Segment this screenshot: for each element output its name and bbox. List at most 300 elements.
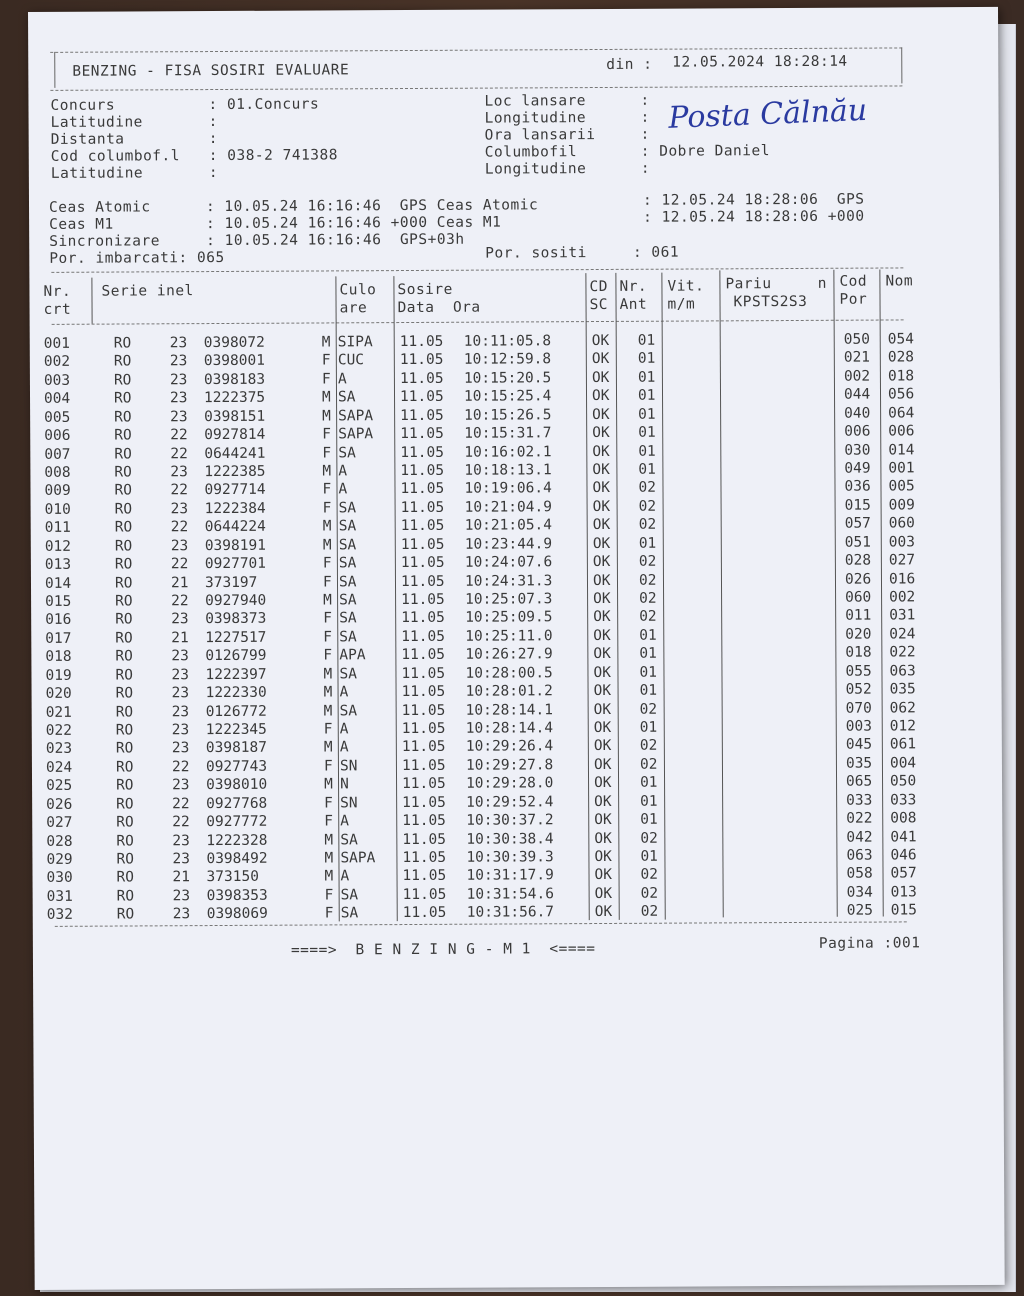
table-cell: 23 [169,372,188,389]
table-cell: 10:16:02.1 [464,443,552,461]
table-cell: M [322,408,331,425]
table-cell: 10:24:31.3 [464,572,553,590]
table-cell: 0927814 [204,426,266,444]
table-cell: 009 [44,483,71,500]
table-cell: M [323,703,333,720]
table-cell: A [338,481,348,498]
table-cell: 02 [639,590,657,607]
table-cell: 003 [845,718,872,735]
table-cell: CUC [337,352,365,369]
table-cell: 0927772 [206,813,268,831]
table-cell: 061 [889,736,917,753]
table-cell: F [321,371,331,388]
table-cell: 11.05 [401,628,445,645]
table-cell: 022 [889,644,916,661]
table-cell: OK [593,683,612,700]
table-cell: 02 [638,572,657,589]
table-cell: 031 [46,888,73,905]
table-cell: 11.05 [400,407,444,424]
table-cell: 0398492 [206,850,268,868]
table-cell: 22 [170,427,188,444]
table-cell: 024 [889,626,916,643]
table-cell: 23 [171,685,190,702]
table-cell: 1222328 [206,832,268,849]
table-cell: OK [591,369,610,386]
table-cell: OK [591,351,610,368]
table-cell: 11.05 [400,573,445,590]
table-cell: 10:30:37.2 [466,812,554,829]
table-cell: RO [114,409,132,426]
table-cell: 016 [45,612,72,629]
info-value: : [208,131,218,148]
table-cell: 034 [846,884,873,901]
table-cell: M [323,666,333,683]
table-cell: 022 [846,810,873,827]
table-cell: 0398072 [203,334,265,352]
table-cell: 006 [888,423,915,440]
table-cell: F [322,426,331,443]
col-nom: Nom [885,273,914,290]
table-cell: APA [339,647,366,664]
table-cell: 0398010 [206,777,268,794]
col-sosire: Sosire [397,281,453,299]
table-cell: 11.05 [400,518,445,535]
table-cell: 02 [640,904,659,921]
table-cell: 11.05 [399,352,444,369]
table-cell: 058 [846,866,873,883]
table-cell: 01 [637,388,656,405]
table-cell: 060 [845,589,872,606]
table-cell: 1222397 [205,666,267,683]
table-cell: M [321,334,331,351]
table-cell: 032 [46,907,73,924]
col-nr: Nr. [43,283,72,300]
table-cell: 1222330 [205,684,267,702]
table-cell: 10:29:27.8 [465,757,554,774]
table-cell: 030 [46,870,73,887]
table-cell: 10:25:07.3 [465,591,553,608]
table-cell: 11.05 [400,499,445,516]
col-divider [833,270,837,917]
table-cell: SA [338,573,357,590]
table-cell: SA [338,555,357,572]
table-cell: F [324,813,334,830]
info-value: : 038-2 741388 [208,147,339,165]
table-cell: 1222345 [205,721,267,739]
table-cell: 026 [46,796,73,813]
table-cell: SA [338,500,357,517]
handwritten-release-location: Posta Călnău [667,92,868,136]
table-cell: 041 [890,828,917,846]
table-cell: A [339,684,349,701]
table-cell: M [324,776,333,793]
table-cell: 373150 [206,869,259,886]
table-cell: OK [594,904,613,921]
table-cell: 10:29:52.4 [466,794,554,811]
col-divider [615,273,619,920]
table-cell: 002 [889,589,916,606]
table-cell: 065 [846,773,873,791]
table-cell: F [323,758,333,775]
table-cell: 021 [843,350,871,367]
table-cell: 22 [171,593,189,610]
info-label: Longitudine [484,110,587,127]
table-cell: OK [593,756,612,773]
table-cell: OK [593,609,611,626]
table-cell: 010 [44,501,71,518]
table-cell: 062 [889,699,916,717]
table-cell: 02 [639,756,658,773]
info-value: : Dobre Daniel [640,143,770,160]
table-cell: 11.05 [402,905,447,922]
table-cell: 004 [43,391,71,408]
table-cell: SA [340,905,359,922]
table-cell: 11.05 [401,591,445,609]
table-cell: RO [116,796,134,813]
table-cell: 002 [43,354,71,371]
table-cell: 057 [890,865,917,882]
table-cell: 028 [887,349,915,366]
table-cell: 0398187 [205,740,268,757]
table-cell: 02 [638,517,657,534]
table-cell: 02 [640,830,658,847]
table-cell: 0927714 [204,482,266,499]
table-cell: 1222384 [204,500,266,517]
table-cell: RO [116,833,134,850]
table-cell: 051 [844,534,872,551]
table-cell: 01 [637,369,656,386]
col-culo: Culo [339,282,377,299]
info-value: : [640,126,650,143]
table-cell: 10:15:25.4 [463,388,552,406]
table-cell: 025 [846,902,873,920]
table-cell: 013 [890,884,917,901]
table-cell: 10:30:38.4 [466,830,554,848]
col-serie: Serie inel [101,283,194,300]
table-cell: 23 [169,335,188,352]
table-cell: 10:25:11.0 [465,628,553,645]
table-cell: 21 [170,574,189,591]
table-cell: 10:15:31.7 [464,425,552,442]
table-cell: RO [114,427,132,444]
table-cell: RO [116,888,135,905]
info-label: Distanta [50,131,125,148]
table-cell: 23 [169,390,188,407]
table-cell: RO [115,648,133,665]
col-pariu: Pariu n [725,275,828,293]
col-divider [879,270,883,917]
col-por: Por [839,291,868,308]
table-cell: 01 [638,424,656,441]
table-cell: 11.05 [401,610,445,627]
table-cell: 11.05 [400,425,444,443]
table-cell: SAPA [338,407,374,425]
table-cell: 11.05 [399,333,444,351]
table-cell: 22 [170,556,189,573]
info-label: Loc lansare [484,93,587,110]
table-cell: OK [594,848,612,866]
table-cell: 045 [845,737,873,754]
table-cell: 023 [45,741,73,758]
table-cell: 030 [844,442,871,459]
table-cell: RO [114,446,132,463]
table-cell: 01 [639,664,657,681]
table-cell: 006 [844,423,871,440]
table-cell: 015 [890,902,917,919]
page-number: Pagina :001 [818,935,921,952]
table-cell: 01 [639,682,658,699]
table-cell: 050 [843,331,870,348]
table-cell: M [322,537,332,554]
table-cell: A [338,463,348,480]
table-cell: OK [592,461,610,479]
birds-shipped: Por. imbarcati: 065 [49,249,225,267]
table-cell: 10:30:39.3 [466,849,554,866]
table-cell: SA [339,666,357,683]
table-cell: F [321,352,331,369]
table-cell: 11.05 [400,444,445,461]
table-cell: 11.05 [402,794,446,811]
table-cell: 0398001 [203,353,265,370]
table-cell: OK [592,480,611,497]
table-cell: OK [592,498,611,515]
table-cell: 054 [887,331,914,348]
col-data-ora: Data Ora [397,299,481,317]
table-cell: 02 [639,738,658,755]
table-cell: 23 [172,832,190,849]
table-cell: 008 [44,464,71,481]
table-cell: RO [116,777,134,794]
table-cell: 024 [45,759,73,776]
table-cell: 026 [844,571,872,588]
table-cell: RO [114,556,133,573]
date-label: din : [606,56,653,73]
table-cell: RO [114,464,132,481]
table-cell: 0927701 [204,555,267,573]
table-cell: 11.05 [401,647,446,664]
table-cell: 23 [169,353,188,370]
table-cell: 004 [889,755,917,772]
col-divider [393,276,397,921]
table-cell: 022 [45,722,73,739]
table-cell: 01 [638,406,656,423]
table-cell: 373197 [204,574,258,591]
table-cell: 10:31:17.9 [466,867,554,885]
table-cell: 060 [888,515,915,532]
table-cell: M [322,518,332,535]
table-cell: 0927940 [205,592,267,610]
table-cell: 11.05 [401,683,446,701]
table-cell: OK [593,701,612,718]
table-cell: M [323,739,333,756]
table-cell: OK [591,332,610,350]
table-cell: F [322,481,332,498]
table-cell: 22 [170,519,189,536]
table-cell: RO [116,906,135,923]
table-cell: SAPA [338,426,374,443]
table-cell: 22 [170,482,189,499]
col-sc: SC [589,296,609,314]
table-cell: 028 [46,833,73,850]
table-cell: 052 [845,681,872,698]
table-cell: OK [592,535,611,552]
table-cell: 057 [844,515,871,533]
table-cell: RO [113,335,132,352]
table-cell: RO [115,611,133,628]
table-cell: OK [594,793,612,810]
table-cell: OK [592,554,611,571]
table-cell: 025 [46,778,73,795]
info-label: Ora lansarii [484,127,596,144]
table-cell: 0398151 [204,408,266,425]
clock-line: : 12.05.24 18:28:06 +000 [643,208,865,226]
table-cell: 10:25:09.5 [465,609,553,627]
col-cd: CD [589,278,608,296]
table-cell: SA [337,389,356,406]
table-cell: SA [338,444,356,461]
table-cell: 02 [638,498,657,515]
table-cell: 001 [43,335,70,352]
col-crt: crt [43,301,72,318]
table-cell: RO [114,519,133,536]
table-cell: 01 [639,719,658,736]
table-cell: 22 [170,445,188,462]
table-cell: RO [115,740,134,758]
table-cell: 11.05 [402,831,447,848]
table-cell: 10:28:14.4 [465,720,554,737]
table-cell: RO [115,630,133,647]
table-cell: 040 [844,405,871,422]
table-cell: 22 [172,814,190,831]
table-cell: SA [339,610,357,627]
table-cell: 005 [888,478,915,495]
table-cell: 044 [843,386,871,404]
table-cell: OK [592,406,610,423]
table-cell: 21 [172,869,191,886]
table-cell: 01 [638,461,656,478]
table-cell: SA [339,592,357,609]
table-cell: F [322,500,332,517]
table-cell: OK [593,646,611,663]
table-cell: 028 [844,552,872,569]
table-cell: 11.05 [402,812,446,830]
table-cell: 027 [888,552,916,569]
info-label: Latitudine [50,114,143,131]
table-cell: 23 [171,703,190,720]
table-cell: 021 [45,704,72,721]
table-cell: M [322,463,332,480]
table-cell: 0398191 [204,537,266,554]
table-cell: 063 [889,663,916,680]
table-cell: F [322,444,332,462]
table-cell: 003 [888,534,916,551]
table-cell: 11.05 [401,720,446,738]
table-cell: A [339,739,349,756]
table-cell: 033 [846,792,873,809]
table-cell: 014 [44,575,72,592]
table-cell: A [340,868,350,885]
table-cell: 11.05 [400,481,445,498]
table-cell: OK [593,627,611,644]
table-cell: SA [339,702,358,719]
table-cell: F [324,795,333,812]
table-cell: RO [116,869,135,887]
table-cell: SN [340,795,358,812]
table-cell: F [324,905,334,922]
table-cell: 001 [888,460,915,477]
clock-line: Sincronizare : 10.05.24 16:16:46 GPS+03h [49,231,465,250]
table-cell: RO [114,538,133,555]
table-cell: 035 [845,755,873,772]
table-cell: OK [593,590,611,608]
table-cell: OK [593,738,612,755]
table-cell: 016 [888,570,916,588]
table-cell: RO [114,482,133,499]
table-cell: OK [594,830,612,847]
col-divider [91,278,92,324]
table-cell: 10:19:06.4 [464,480,552,498]
clock-line: Ceas Atomic : 10.05.24 16:16:46 GPS Ceas Atomic [48,197,539,216]
table-cell: 01 [639,646,657,663]
table-cell: 0126799 [205,648,267,665]
table-cell: RO [113,390,132,407]
table-cell: 10:24:07.6 [464,554,553,571]
table-cell: OK [594,867,613,884]
table-cell: M [324,868,334,885]
table-cell: 01 [637,351,656,368]
table-cell: 003 [43,372,71,389]
table-cell: 01 [639,627,657,644]
clock-line: : 12.05.24 18:28:06 GPS [642,191,865,209]
table-cell: F [322,573,332,591]
table-cell: RO [114,501,133,518]
table-cell: RO [116,851,134,868]
table-cell: 0644224 [204,519,266,536]
col-ant: Ant [619,296,648,313]
table-cell: SN [339,758,358,775]
table-cell: 009 [888,497,915,514]
table-cell: 10:15:26.5 [464,406,552,424]
table-cell: 049 [844,460,871,477]
table-cell: 11.05 [399,370,444,387]
table-cell: 01 [638,535,657,552]
table-cell: 23 [171,722,190,739]
table-cell: 035 [889,681,916,698]
col-vit: Vit. [667,278,705,295]
table-cell: 23 [172,888,191,905]
table-cell: A [339,721,349,738]
info-label: Columbofil [484,144,578,161]
table-top-rule [51,267,903,272]
table-cell: RO [116,814,134,831]
table-cell: 1222385 [204,463,266,481]
info-label: Longitudine [484,161,587,178]
table-cell: 012 [889,718,916,735]
info-value: : [640,92,650,109]
table-cell: 006 [44,427,71,445]
print-date: 12.05.2024 18:28:14 [672,53,848,71]
info-value: : [640,109,650,126]
info-label: Concurs [50,97,116,114]
table-cell: 0927768 [206,795,268,812]
table-cell: OK [592,425,610,442]
table-cell: 23 [171,648,189,665]
table-cell: 008 [890,810,917,827]
table-cell: OK [594,812,612,829]
table-cell: A [337,371,347,388]
table-cell: 01 [640,848,658,865]
table-cell: 10:12:59.8 [463,351,552,369]
